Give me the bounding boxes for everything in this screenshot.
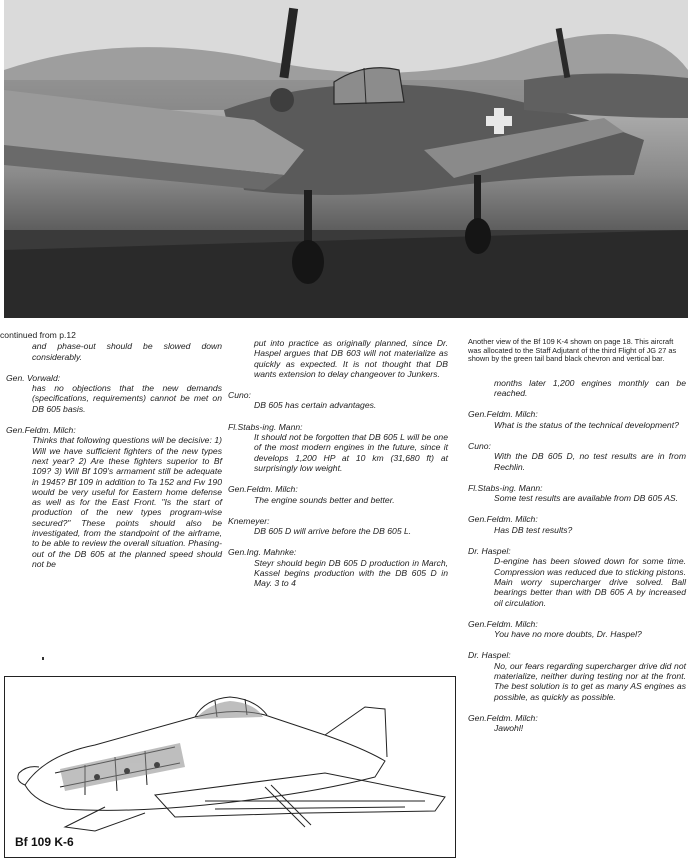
speaker-text: It should not be forgotten that DB 605 L will be one of the most modern engines in the future, since it develops 1,200 HP at 10 km (31,680 ft) at surprisingly low weight. <box>254 432 448 473</box>
speaker-entry <box>468 441 686 472</box>
speaker-name: Fl.Stabs-ing. Mann: <box>228 421 303 432</box>
speaker-name: Dr. Haspel: <box>468 650 511 661</box>
lead-text: put into practice as originally planned, since Dr. Haspel argues that DB 603 will not materialize as quickly as expected. It is not thought that DB wants extension to delay changeover to Junkers. <box>254 338 448 379</box>
speaker-name: Dr. Haspel: <box>468 546 511 557</box>
speaker-text: What is the status of the technical development? <box>494 419 679 430</box>
speaker-entry <box>468 650 686 701</box>
cutaway-drawing-frame <box>4 676 456 858</box>
speaker-entry <box>468 546 686 608</box>
speaker-text: With the DB 605 D, no test results are in from Rechlin. <box>494 451 686 472</box>
speaker-entry <box>228 484 448 505</box>
speaker-entry <box>0 373 222 414</box>
speaker-text: D-engine has been slowed down for some time. Compression was reduced due to sticking pistons. Main worry supercharger drive solved. Ball bearings better than with DB 605 A by increased oil circulation. <box>494 556 686 608</box>
speaker-entry <box>228 547 448 588</box>
speaker-name: Gen.Feldm. Milch: <box>6 425 76 436</box>
speaker-entry <box>228 516 448 537</box>
column-left <box>0 330 222 580</box>
speaker-text: Steyr should begin DB 605 D production in March, Kassel begins production with the DB 605 D in May. 3 to 4 <box>254 557 448 589</box>
speaker-text: DB 605 D will arrive before the DB 605 L. <box>254 526 412 537</box>
speaker-entry <box>228 390 448 411</box>
speaker-name: Gen.Feldm. Milch: <box>468 409 538 420</box>
speaker-name: Gen.Ing. Mahnke: <box>228 547 297 558</box>
speaker-name: Knemeyer: <box>228 515 270 526</box>
speaker-name: Cuno: <box>468 440 491 451</box>
speaker-name: Gen.Feldm. Milch: <box>468 618 538 629</box>
speaker-name: Gen.Feldm. Milch: <box>228 484 298 495</box>
speaker-name: Gen.Feldm. Milch: <box>468 514 538 525</box>
speaker-text: has no objections that the new demands (specifications, requirements) cannot be met on DB 605 basis. <box>32 383 222 414</box>
photo-caption: Another view of the Bf 109 K-4 shown on page 18. This aircraft was allocated to the Staff Adjutant of the third Flight of JG 27 as shown by the green tail band black chevron and vertical bar. <box>468 337 677 364</box>
speaker-text: The engine sounds better and better. <box>254 494 395 505</box>
speaker-entry <box>228 422 448 473</box>
stray-mark <box>42 657 44 660</box>
speaker-text: No, our fears regarding supercharger drive did not materialize, neither during testing nor at the front. The best solution is to get as many AS engines as possible, as quickly as possible. <box>494 660 686 702</box>
speaker-entry <box>468 619 686 640</box>
continued-note: continued from p.12 <box>0 330 76 340</box>
speaker-entry <box>468 409 686 430</box>
speaker-entry <box>0 425 222 569</box>
speaker-entry <box>468 483 686 504</box>
cutaway-drawing <box>5 677 455 857</box>
speaker-text: Some test results are available from DB 605 AS. <box>494 493 679 504</box>
column-middle <box>228 338 448 600</box>
speaker-text: DB 605 has certain advantages. <box>254 400 377 411</box>
speaker-entry <box>468 514 686 535</box>
aircraft-photo <box>4 0 688 318</box>
speaker-name: Fl.Stabs-ing. Mann: <box>468 482 543 493</box>
speaker-name: Gen.Feldm. Milch: <box>468 712 538 723</box>
column-right <box>468 338 686 745</box>
lead-text: and phase-out should be slowed down considerably. <box>32 341 222 362</box>
lead-text: months later 1,200 engines monthly can be reached. <box>494 377 686 399</box>
speaker-name: Gen. Vorwald: <box>6 372 61 383</box>
aircraft-photo-graphic <box>4 0 688 318</box>
speaker-text: You have no more doubts, Dr. Haspel? <box>494 629 642 640</box>
speaker-text: Has DB test results? <box>494 524 573 535</box>
drawing-label: Bf 109 K-6 <box>15 835 74 849</box>
speaker-entry <box>468 713 686 734</box>
speaker-text: Thinks that following questions will be decisive: 1) Will we have sufficient fighters of the new types next year? 2) Are these fighters superior to Bf 109? 3) Will Bf 109's armament still be adequate in 1945? Bf 109 in addition to Ta 152 and Fw 190 would be very useful for Eastern home defense as well as for the East Front. "Is the start of production of the new types program-wise secured?" These points should also be investigated, from the standpoint of the airframe, to be able to review the overall situation. Phasing-out of the DB 605 at the planned speed should not be <box>32 435 222 569</box>
speaker-text: Jawohl! <box>494 723 524 734</box>
speaker-name: Cuno: <box>228 390 251 401</box>
